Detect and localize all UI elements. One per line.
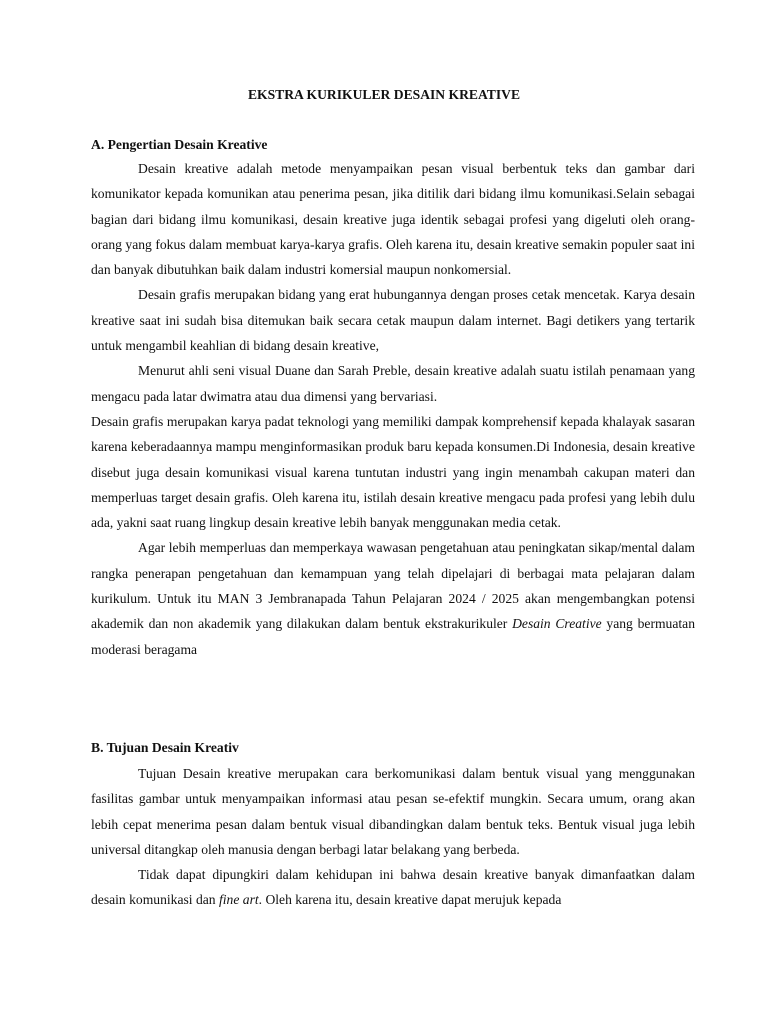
paragraph-extracurricular xyxy=(91,535,695,661)
section-b-body xyxy=(91,761,695,913)
paragraph-fine-art xyxy=(91,862,695,913)
section-a-heading: A. Pengertian Desain Kreative xyxy=(91,137,268,152)
extracurricular-text-start: Agar lebih memperluas dan memperkaya wawasan pengetahuan atau peningkatan sikap/mental dalam rangka penerapan pengetahuan dan kemampuan yang telah dipelajari di berbagai mata pelajaran dalam kurikulum. Untuk itu MAN 3 Jembranapada Tahun Pelajaran 2024 / 2025 akan mengembangkan potensi akademik dan non akademik yang dilakukan dalam bentuk ekstrakurikuler xyxy=(91,540,695,632)
paragraph-definition: Desain kreative adalah metode menyampaikan pesan visual berbentuk teks dan gambar dari komunikator kepada komunikan atau penerima pesan, jika ditilik dari bidang ilmu komunikasi.Selain sebagai bagian dari bidang ilmu komunikasi, desain kreative juga identik sebagai profesi yang digeluti oleh orang-orang yang fokus dalam membuat karya-karya grafis. Oleh karena itu, desain kreative semakin populer saat ini dan banyak dibutuhkan baik dalam industri komersial maupun nonkomersial. xyxy=(91,161,695,278)
fine-art-term: fine art xyxy=(219,892,259,908)
section-a-body xyxy=(91,156,695,662)
extracurricular-name: Desain Creative xyxy=(512,616,602,632)
paragraph-purpose: Tujuan Desain kreative merupakan cara berkomunikasi dalam bentuk visual yang menggunakan fasilitas gambar untuk menyampaikan informasi atau pesan se-efektif mungkin. Secara umum, orang akan lebih cepat menerima pesan dalam bentuk visual dibandingkan dalam bentuk teks. Bentuk visual juga lebih universal ditangkap oleh manusia dengan berbagi latar belakang yang berbeda. xyxy=(91,766,695,857)
paragraph-print-relation: Desain grafis merupakan bidang yang erat hubungannya dengan proses cetak mencetak. Karya desain kreative saat ini sudah bisa ditemukan baik secara cetak maupun dalam internet. Bagi detikers yang tertarik untuk mengambil keahlian di bidang desain kreative, xyxy=(91,287,695,354)
paragraph-technology: Desain grafis merupakan karya padat teknologi yang memiliki dampak komprehensif kepada khalayak sasaran karena keberadaannya mampu menginformasikan produk baru kepada konsumen.Di Indonesia, desain kreative disebut juga desain komunikasi visual karena tuntutan industri yang ingin menambah cakupan materi dan memperluas target desain grafis. Oleh karena itu, istilah desain kreative mengacu pada profesi yang lebih dulu ada, yakni saat ruang lingkup desain kreative lebih banyak menggunakan media cetak. xyxy=(91,413,695,531)
paragraph-expert-opinion: Menurut ahli seni visual Duane dan Sarah Preble, desain kreative adalah suatu istilah penamaan yang mengacu pada latar dwimatra atau dua dimensi yang bervariasi. xyxy=(91,363,695,404)
fine-art-text-end: . Oleh karena itu, desain kreative dapat merujuk kepada xyxy=(258,892,562,908)
extracurricular-text-end: yang bermuatan moderasi beragama xyxy=(91,616,695,657)
fine-art-text-start: Tidak dapat dipungkiri dalam kehidupan ini bahwa desain kreative banyak dimanfaatkan dalam desain komunikasi dan xyxy=(91,867,695,908)
section-b-heading: B. Tujuan Desain Kreativ xyxy=(91,740,239,755)
document-title: EKSTRA KURIKULER DESAIN KREATIVE xyxy=(247,87,521,102)
